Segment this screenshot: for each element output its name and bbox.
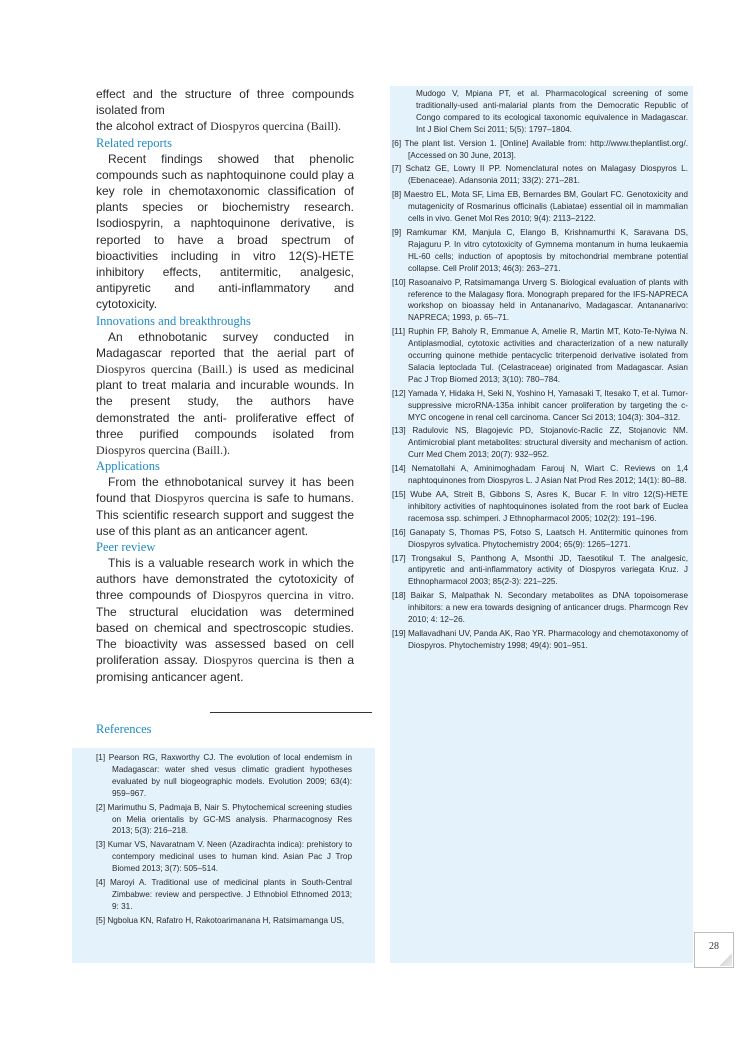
intro-line-2: the alcohol extract of (96, 119, 211, 134)
peer-review-text-b: The structural elucidation was determined based on chemical and spectroscopic studies. The bioactivity was assessed based on cell proliferation assay. (96, 604, 354, 668)
reference-item: [18] Baikar S, Malpathak N. Secondary metabolites as DNA topoisomerase inhibitors: a new era towards designing of anticancer drugs. Pharmcogn Rev 2010; 4: 12–26. (392, 591, 688, 625)
peer-review-heading: Peer review (96, 540, 156, 555)
applications-text-a: From the ethnobotanical survey it has been found that (96, 475, 354, 506)
peer-review-species-2: Diospyros quercina (203, 653, 300, 668)
applications-text (96, 474, 354, 539)
references-list-right (392, 88, 688, 654)
innovations-text (96, 329, 354, 459)
intro-paragraph (96, 86, 354, 135)
innovations-species-2: Diospyros quercina (Baill.). (96, 443, 230, 458)
reference-item: [10] Rasoanaivo P, Ratsimamanga Urverg S. Biological evaluation of plants with reference to the Malagasy flora. Monograph prepared for the IFS-NAPRECA workshop on bioassay held in Antananarivo, Madagascar. Antananarivo: NAPRECA; 1993, p. 65–71. (392, 277, 688, 323)
intro-species: Diospyros quercina (Baill). (210, 119, 342, 134)
reference-item: [6] The plant list. Version 1. [Online] Available from: http://www.theplantlist.org/. [Accessed on 30 June, 2013]. (392, 138, 688, 160)
related-reports-text: Recent findings showed that phenolic compounds such as naphtoquinone could play a key role in chemotaxonomic classification of plants species or biochemistry research. Isodiospyrin, a naphtoquinone derivative, is reported to have a broad spectrum of bioactivities including in vitro 12(S)-HETE inhibitory effects, antitermitic, analgesic, antipyretic and anti-inflammatory and cytotoxicity. (96, 151, 354, 312)
peer-review-species-1: Diospyros quercina in vitro. (212, 588, 354, 603)
innovations-text-a: An ethnobotanic survey conducted in Madagascar reported that the aerial part of (96, 329, 354, 360)
left-column (96, 86, 354, 685)
page-number: 28 (709, 941, 719, 952)
reference-item: [17] Trongsakul S, Panthong A, Msonthi JD, Taesotikul T. The analgesic, antipyretic and anti-inflammatory activity of Diospyros variegata Kruz. J Ethnopharmacol 2003; 85(2-3): 221–225. (392, 553, 688, 587)
reference-item: [5] Ngbolua KN, Rafatro H, Rakotoarimanana H, Ratsimamanga US, (96, 915, 345, 925)
reference-item: [1] Pearson RG, Raxworthy CJ. The evolution of local endemism in Madagascar: water shed vesus climatic gradient hypotheses evaluated by null biogeographic models. Evolution 2009; 63(4): 959–967. (96, 753, 352, 798)
references-list-left (96, 752, 352, 929)
reference-item: [4] Maroyi A. Traditional use of medicinal plants in South-Central Zimbabwe: review and perspective. J Ethnobiol Ethnomed 2013; 9: 31. (96, 878, 352, 911)
reference-item: [15] Wube AA, Streit B, Gibbons S, Asres K, Bucar F. In vitro 12(S)-HETE inhibitory activities of naphtoquinones isolated from the root bark of Euclea racemosa ssp. schimperi. J Ethnopharmacol 2005; 102(2): 191–196. (392, 490, 688, 523)
reference-item: [19] Mallavadhani UV, Panda AK, Rao YR. Pharmacology and chemotaxonomy of Diospyros. Phytochemistry 1998; 49(4): 901–951. (392, 628, 688, 650)
innovations-heading: Innovations and breakthroughs (96, 313, 251, 328)
reference-item: [16] Ganapaty S, Thomas PS, Fotso S, Laatsch H. Antitermitic quinones from Diospyros sylvatica. Phytochemistry 2004; 65(9): 1265–1271. (392, 527, 688, 549)
reference-item: [11] Ruphin FP, Baholy R, Emmanue A, Amelie R, Martin MT, Koto-Te-Nyiwa N. Antiplasmodial, cytotoxic activities and characterization of a new naturally occurring quinone methide pentacyclic triterpenoid derivative isolated from Salacia leptoclada Tul. (Celastraceae) originated from Madagascar. Asian Pac J Trop Biomed 2013; 3(10): 780–784. (392, 327, 688, 384)
page-fold-corner (718, 954, 732, 966)
applications-text-b: is safe to humans. This scientific research support and suggest the use of this plant as an anticancer agent. (96, 491, 354, 538)
peer-review-text (96, 555, 354, 685)
peer-review-text-c: is then a promising anticancer agent. (96, 653, 354, 684)
reference-item-continued: Mudogo V, Mpiana PT, et al. Pharmacological screening of some traditionally-used anti-malarial plants from the Democratic Republic of Congo compared to its ecological taxonomic equivalence in Madagascar. Int J Biol Chem Sci 2011; 5(5): 1797–1804. (416, 89, 688, 134)
peer-review-text-a: This is a valuable research work in which the authors have demonstrated the cytotoxicity of three compounds of (96, 556, 354, 603)
related-reports-heading: Related reports (96, 135, 173, 150)
reference-item: [9] Ramkumar KM, Manjula C, Elango B, Krishnamurthi K, Saravana DS, Rajaguru P. In vitro cytotoxicity of Gymnema montanum in huma leukaemia HL-60 cells; induction of apoptosis by mitochondrial membrane potential collapse. Cell Prolif 2013; 46(3): 263–271. (392, 227, 688, 273)
applications-heading: Applications (96, 459, 160, 474)
applications-species: Diospyros quercina (154, 491, 250, 506)
references-heading: References (96, 722, 152, 736)
reference-item: [14] Nematollahi A, Aminimoghadam Farouj N, Wiart C. Reviews on 1,4 naphtoquinones from Diospyros L. J Asian Nat Prod Res 2012; 14(1): 80–88. (392, 464, 688, 486)
section-divider (210, 712, 372, 713)
reference-item: [2] Marimuthu S, Padmaja B, Nair S. Phytochemical screening studies on Melia orientalis by GC-MS analysis. Pharmacognosy Res 2013; 5(3): 216–218. (96, 802, 352, 836)
innovations-species-1: Diospyros quercina (Baill.) (96, 362, 233, 377)
reference-item: [13] Radulovic NS, Blagojevic PD, Stojanovic-Raclic ZZ, Stojanovic NM. Antimicrobial plant metabolites: structural diversity and mechanism of action. Curr Med Chem 2013; 20(7): 932–952. (392, 426, 688, 460)
reference-item: [7] Schatz GE, Lowry II PP. Nomenclatural notes on Malagasy Diospyros L. (Ebenaceae). Adansonia 2011; 33(2): 271–281. (392, 164, 688, 186)
reference-item: [12] Yamada Y, Hidaka H, Seki N, Yoshino H, Yamasaki T, Itesako T, et al. Tumor-suppressive microRNA-135a inhibit cancer proliferation by targeting the c-MYC oncogene in renal cell carcinoma. Cancer Sci 2013; 104(3): 304–312. (392, 388, 688, 422)
reference-item: [8] Maestro EL, Mota SF, Lima EB, Bernardes BM, Goulart FC. Genotoxicity and mutagenicity of Rosmarinus officinalis (Labiatae) essential oil in mammalian cells in vivo. Genet Mol Res 2010; 9(4): 2113–2122. (392, 190, 688, 224)
reference-item: [3] Kumar VS, Navaratnam V. Neen (Azadirachta indica): prehistory to contempory medicinal uses to human kind. Asian Pac J Trop Biomed 2013; 3(7): 505–514. (96, 840, 352, 874)
innovations-text-b: is used as medicinal plant to treat malaria and incurable wounds. In the present study, the authors have demonstrated the anti- proliferative effect of three purified compounds isolated from (96, 362, 355, 441)
intro-line-1: effect and the structure of three compounds isolated from (96, 87, 354, 118)
